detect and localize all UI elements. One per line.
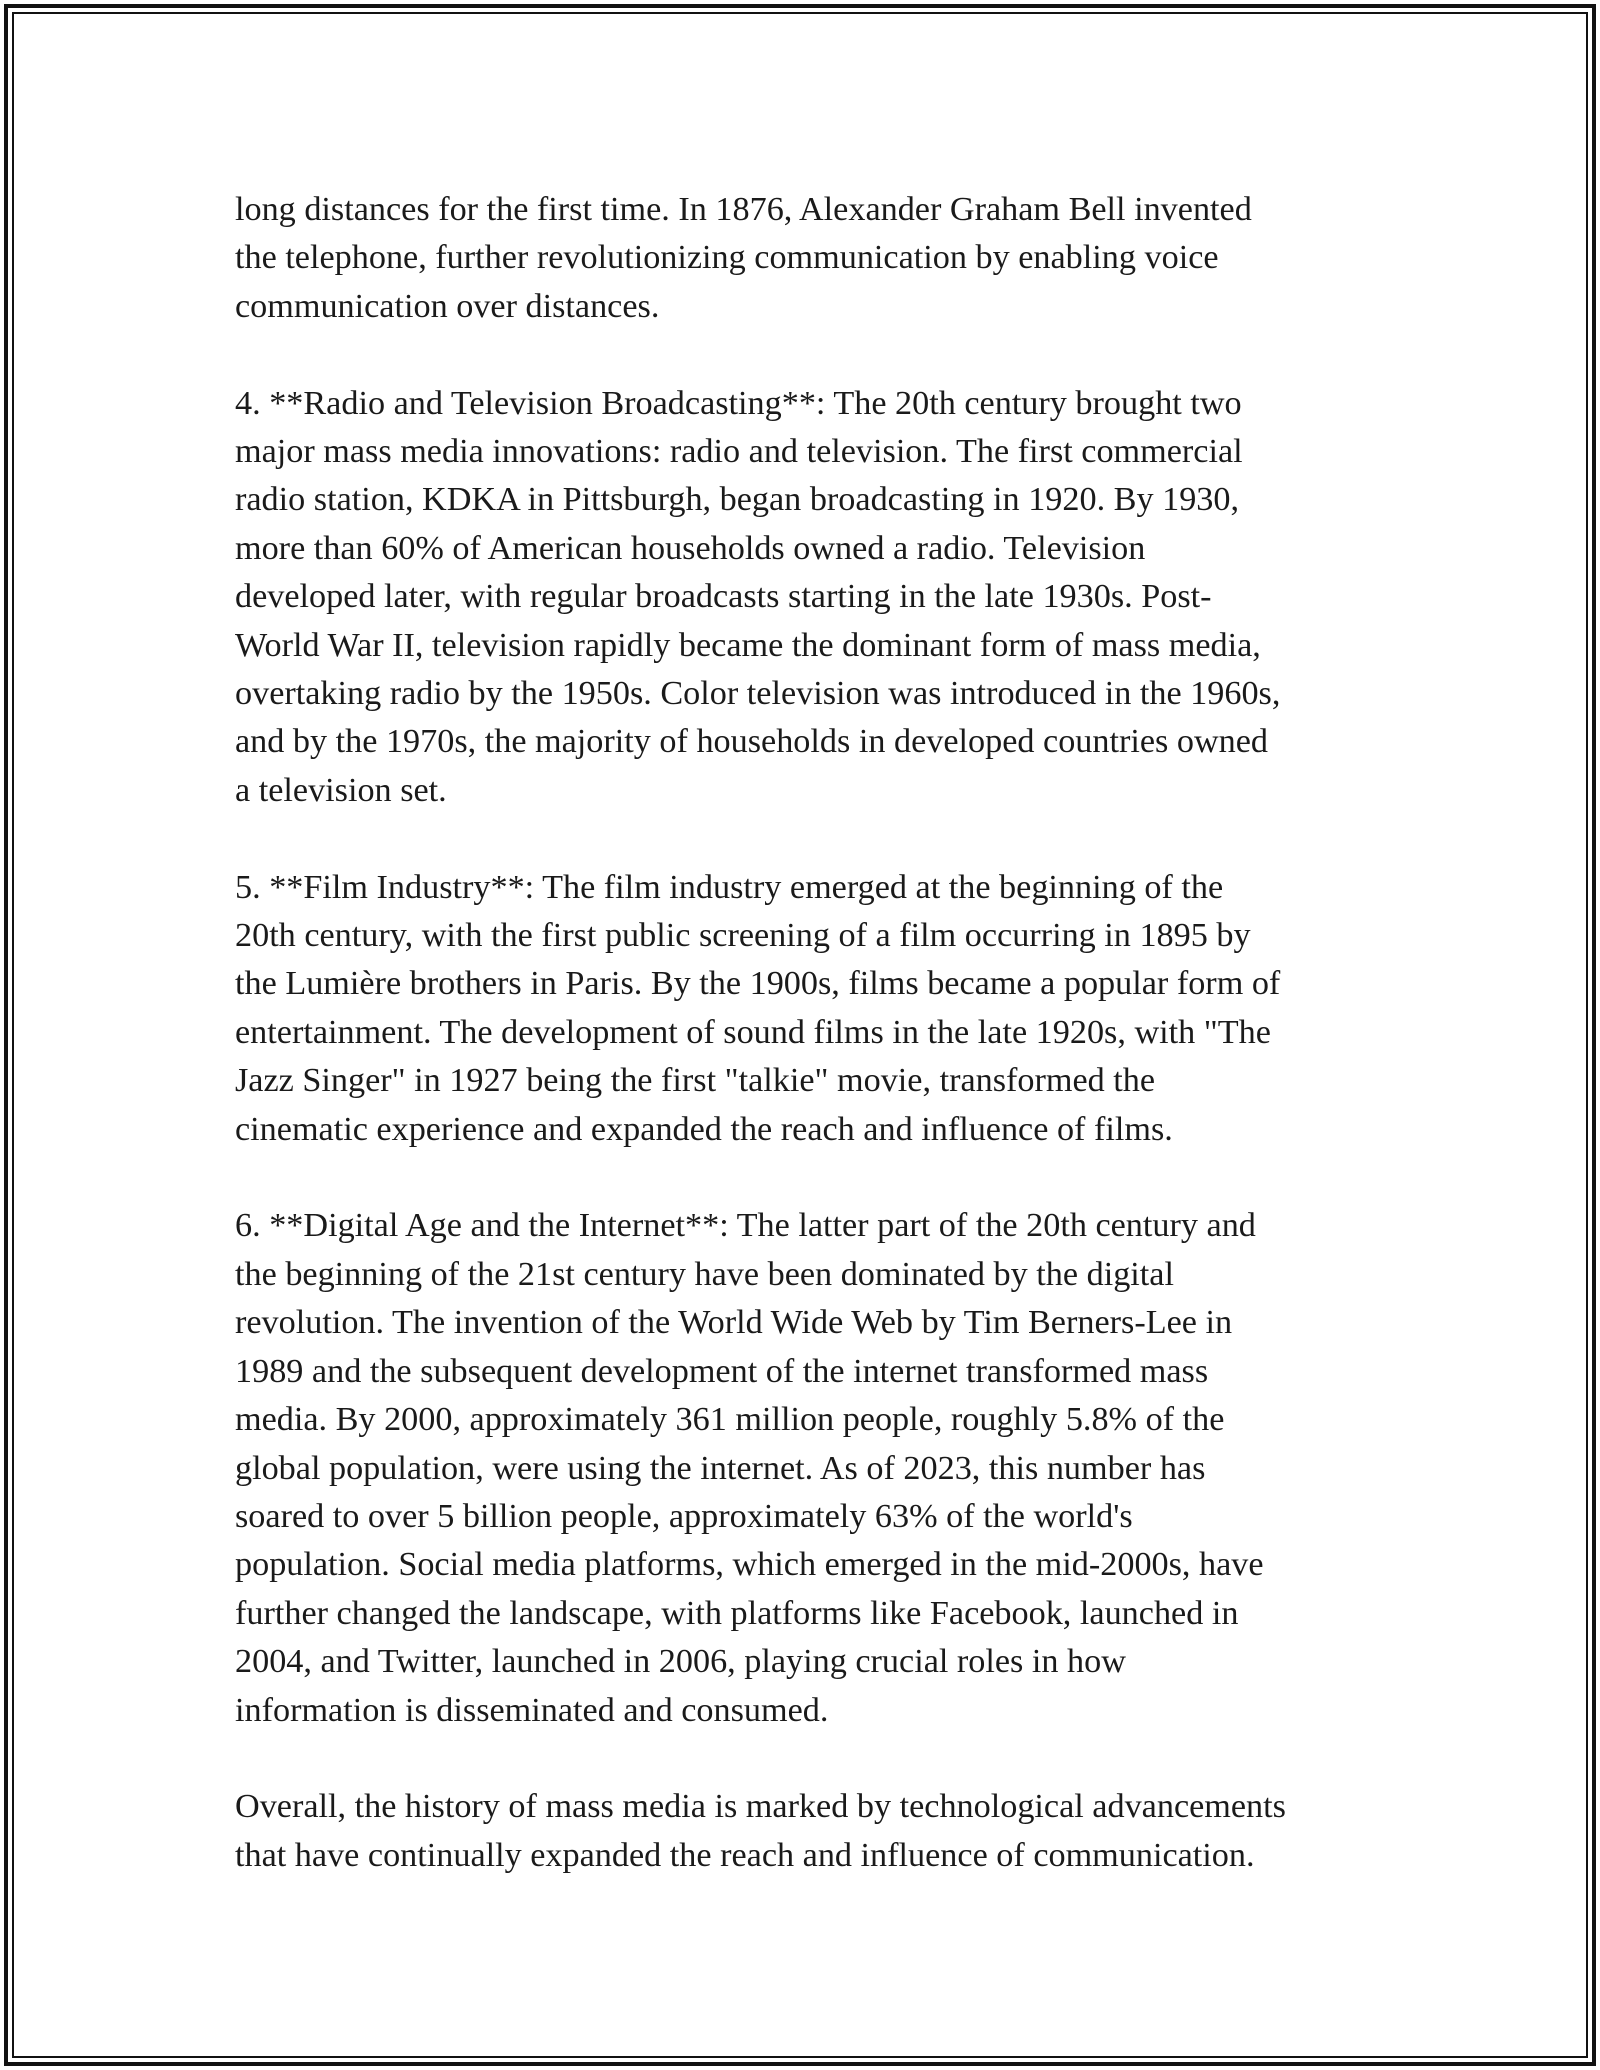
text-line: 4. **Radio and Television Broadcasting**: The 20th century brought two [235, 384, 1242, 422]
text-line: 2004, and Twitter, launched in 2006, playing crucial roles in how [235, 1643, 1126, 1681]
text-line: a television set. [235, 771, 447, 809]
text-line: Overall, the history of mass media is marked by technological advancements [235, 1788, 1286, 1826]
text-line: 6. **Digital Age and the Internet**: The latter part of the 20th century and [235, 1207, 1256, 1245]
text-line: entertainment. The development of sound films in the late 1920s, with "The [235, 1013, 1271, 1051]
text-line: 1989 and the subsequent development of the internet transformed mass [235, 1352, 1209, 1390]
text-line: revolution. The invention of the World Wide Web by Tim Berners-Lee in [235, 1304, 1233, 1342]
text-line: radio station, KDKA in Pittsburgh, began broadcasting in 1920. By 1930, [235, 481, 1240, 519]
text-line: overtaking radio by the 1950s. Color television was introduced in the 1960s, [235, 675, 1281, 713]
text-line: that have continually expanded the reach and influence of communication. [235, 1836, 1255, 1874]
text-line: developed later, with regular broadcasts starting in the late 1930s. Post- [235, 578, 1212, 616]
text-line: media. By 2000, approximately 361 million people, roughly 5.8% of the [235, 1401, 1225, 1439]
text-line: and by the 1970s, the majority of households in developed countries owned [235, 723, 1269, 761]
paragraph-telephone-continuation [235, 186, 1385, 331]
text-line: information is disseminated and consumed. [235, 1691, 829, 1729]
paragraph-film-industry [235, 864, 1385, 1154]
text-line: long distances for the first time. In 1876, Alexander Graham Bell invented [235, 191, 1252, 228]
text-line: 5. **Film Industry**: The film industry emerged at the beginning of the [235, 868, 1224, 906]
text-line: further changed the landscape, with platforms like Facebook, launched in [235, 1594, 1239, 1632]
text-line: soared to over 5 billion people, approximately 63% of the world's [235, 1497, 1133, 1535]
paragraph-digital-age [235, 1202, 1385, 1734]
text-line: global population, were using the internet. As of 2023, this number has [235, 1449, 1206, 1487]
paragraph-radio-television [235, 380, 1385, 816]
text-line: the beginning of the 21st century have been dominated by the digital [235, 1255, 1174, 1293]
text-line: population. Social media platforms, which emerged in the mid-2000s, have [235, 1546, 1264, 1584]
paragraph-overall-conclusion [235, 1783, 1385, 1880]
text-line: cinematic experience and expanded the reach and influence of films. [235, 1110, 1173, 1148]
text-line: 20th century, with the first public screening of a film occurring in 1895 by [235, 917, 1251, 955]
text-line: the telephone, further revolutionizing communication by enabling voice [235, 239, 1219, 277]
text-line: more than 60% of American households owned a radio. Television [235, 529, 1146, 567]
text-line: communication over distances. [235, 287, 660, 325]
text-line: the Lumière brothers in Paris. By the 1900s, films became a popular form of [235, 965, 1281, 1003]
text-line: Jazz Singer" in 1927 being the first "talkie" movie, transformed the [235, 1062, 1156, 1100]
text-line: World War II, television rapidly became the dominant form of mass media, [235, 626, 1261, 664]
text-line: major mass media innovations: radio and television. The first commercial [235, 433, 1243, 471]
document-body [235, 186, 1385, 1880]
